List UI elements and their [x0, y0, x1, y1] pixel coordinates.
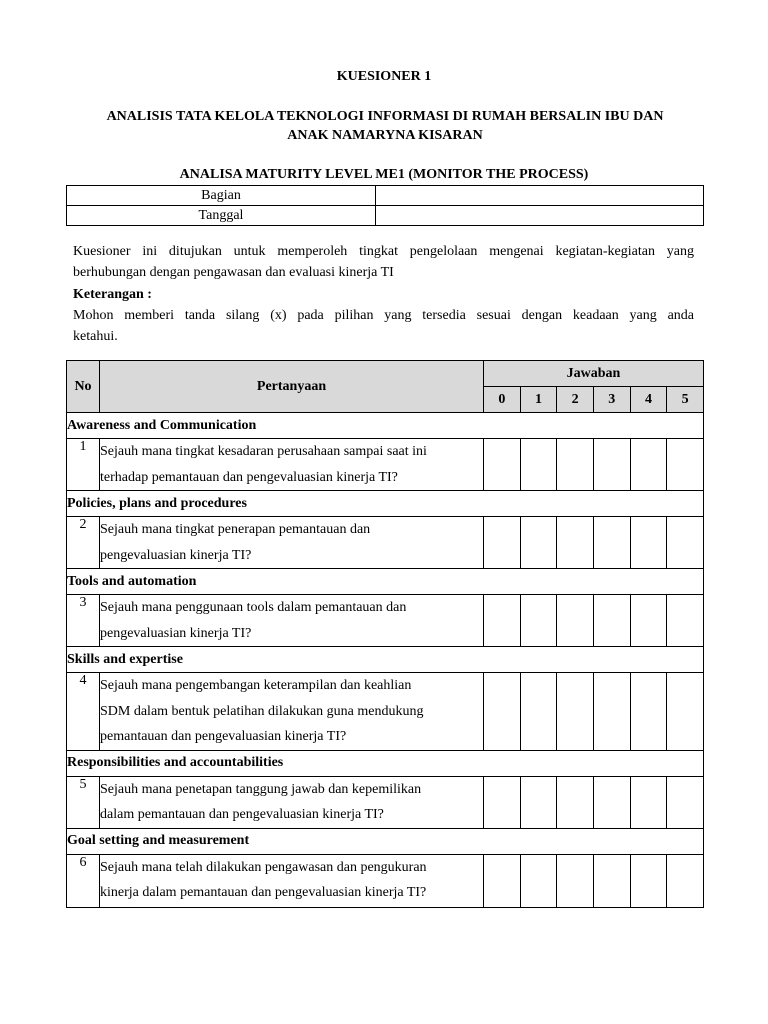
group-label: Responsibilities and accountabilities — [67, 750, 704, 776]
answer-cell-5[interactable] — [667, 595, 704, 647]
intro-line: berhubungan dengan pengawasan dan evaluasi kinerja TI — [73, 265, 394, 281]
group-row — [67, 750, 704, 776]
info-row-bagian — [67, 186, 704, 206]
answer-cell-1[interactable] — [520, 595, 557, 647]
group-row — [67, 828, 704, 854]
question-text — [100, 439, 484, 491]
answer-cell-3[interactable] — [593, 439, 630, 491]
answer-cell-0[interactable] — [484, 439, 521, 491]
answer-cell-1[interactable] — [520, 439, 557, 491]
answer-cell-2[interactable] — [557, 854, 594, 907]
question-line: Sejauh mana penetapan tanggung jawab dan kepemilikan — [100, 781, 422, 797]
question-text — [100, 673, 484, 751]
question-number: 3 — [67, 595, 100, 647]
subtitle-line: ANALISIS TATA KELOLA TEKNOLOGI INFORMASI DI RUMAH BERSALIN IBU DAN — [106, 109, 664, 124]
group-label: Awareness and Communication — [67, 413, 704, 439]
group-row — [67, 491, 704, 517]
answer-cell-4[interactable] — [630, 439, 667, 491]
answer-cell-0[interactable] — [484, 673, 521, 751]
question-line: kinerja dalam pemantauan dan pengevaluasian kinerja TI? — [100, 885, 427, 900]
scale-0: 0 — [484, 387, 521, 413]
question-number: 2 — [67, 517, 100, 569]
question-line: Sejauh mana pengembangan keterampilan dan keahlian — [100, 678, 412, 693]
question-row — [67, 854, 704, 907]
group-label: Skills and expertise — [67, 647, 704, 673]
answer-cell-4[interactable] — [630, 595, 667, 647]
question-line: Sejauh mana tingkat kesadaran perusahaan sampai saat ini — [100, 444, 427, 459]
answer-cell-3[interactable] — [593, 673, 630, 751]
answer-cell-5[interactable] — [667, 673, 704, 751]
answer-cell-0[interactable] — [484, 595, 521, 647]
question-number: 1 — [67, 439, 100, 491]
header-question: Pertanyaan — [100, 361, 484, 413]
answer-cell-4[interactable] — [630, 673, 667, 751]
question-line: Sejauh mana telah dilakukan pengawasan dan pengukuran — [100, 859, 427, 875]
answer-cell-1[interactable] — [520, 517, 557, 569]
group-row — [67, 569, 704, 595]
info-label: Tanggal — [67, 206, 376, 226]
question-line: Sejauh mana penggunaan tools dalam pemantauan dan — [100, 600, 407, 615]
question-row — [67, 776, 704, 828]
scale-5: 5 — [667, 387, 704, 413]
bagian-field[interactable] — [376, 186, 704, 206]
question-line: pengevaluasian kinerja TI? — [100, 625, 252, 641]
answer-cell-5[interactable] — [667, 439, 704, 491]
scale-4: 4 — [630, 387, 667, 413]
answer-cell-4[interactable] — [630, 517, 667, 569]
intro-line: Kuesioner ini ditujukan untuk memperoleh tingkat pengelolaan mengenai kegiatan-kegiatan yang — [73, 244, 694, 259]
question-number: 4 — [67, 673, 100, 751]
question-number: 6 — [67, 854, 100, 907]
question-line: pemantauan dan pengevaluasian kinerja TI? — [100, 729, 347, 744]
subtitle-line: ANAK NAMARYNA KISARAN — [287, 128, 483, 143]
answer-cell-0[interactable] — [484, 517, 521, 569]
question-line: Sejauh mana tingkat penerapan pemantauan dan — [100, 522, 371, 537]
group-row — [67, 647, 704, 673]
question-row — [67, 439, 704, 491]
scale-3: 3 — [593, 387, 630, 413]
intro-line: ketahui. — [73, 329, 118, 345]
questionnaire-table — [66, 360, 704, 908]
table-header-row — [67, 361, 704, 387]
info-row-tanggal — [67, 206, 704, 226]
answer-cell-3[interactable] — [593, 776, 630, 828]
answer-cell-1[interactable] — [520, 854, 557, 907]
info-label: Bagian — [67, 186, 376, 206]
group-row — [67, 413, 704, 439]
answer-cell-0[interactable] — [484, 854, 521, 907]
answer-cell-1[interactable] — [520, 673, 557, 751]
question-line: terhadap pemantauan dan pengevaluasian kinerja TI? — [100, 469, 398, 485]
answer-cell-2[interactable] — [557, 439, 594, 491]
answer-cell-1[interactable] — [520, 776, 557, 828]
question-row — [67, 673, 704, 751]
document-title: KUESIONER 1 — [336, 69, 432, 84]
header-no: No — [67, 361, 100, 413]
header-answer: Jawaban — [484, 361, 704, 387]
answer-cell-2[interactable] — [557, 595, 594, 647]
answer-cell-2[interactable] — [557, 517, 594, 569]
question-line: pengevaluasian kinerja TI? — [100, 547, 252, 563]
answer-cell-3[interactable] — [593, 854, 630, 907]
question-line: SDM dalam bentuk pelatihan dilakukan guna mendukung — [100, 703, 424, 719]
answer-cell-2[interactable] — [557, 673, 594, 751]
scale-1: 1 — [520, 387, 557, 413]
question-text — [100, 776, 484, 828]
question-row — [67, 595, 704, 647]
intro-text — [73, 241, 694, 347]
answer-cell-5[interactable] — [667, 517, 704, 569]
tanggal-field[interactable] — [376, 206, 704, 226]
answer-cell-5[interactable] — [667, 854, 704, 907]
question-text — [100, 854, 484, 907]
note-label: Keterangan : — [73, 286, 152, 302]
answer-cell-3[interactable] — [593, 595, 630, 647]
info-table — [66, 185, 704, 226]
answer-cell-5[interactable] — [667, 776, 704, 828]
intro-line: Mohon memberi tanda silang (x) pada pilihan yang tersedia sesuai dengan keadaan yang anda — [73, 307, 694, 323]
question-number: 5 — [67, 776, 100, 828]
scale-2: 2 — [557, 387, 594, 413]
answer-cell-3[interactable] — [593, 517, 630, 569]
answer-cell-4[interactable] — [630, 854, 667, 907]
group-label: Goal setting and measurement — [67, 828, 704, 854]
document-subtitle — [66, 107, 704, 145]
answer-cell-0[interactable] — [484, 776, 521, 828]
group-label: Policies, plans and procedures — [67, 491, 704, 517]
answer-cell-2[interactable] — [557, 776, 594, 828]
question-text — [100, 517, 484, 569]
question-row — [67, 517, 704, 569]
section-title: ANALISA MATURITY LEVEL ME1 (MONITOR THE PROCESS) — [179, 167, 589, 182]
question-line: dalam pemantauan dan pengevaluasian kinerja TI? — [100, 807, 384, 822]
question-text — [100, 595, 484, 647]
group-label: Tools and automation — [67, 569, 704, 595]
answer-cell-4[interactable] — [630, 776, 667, 828]
